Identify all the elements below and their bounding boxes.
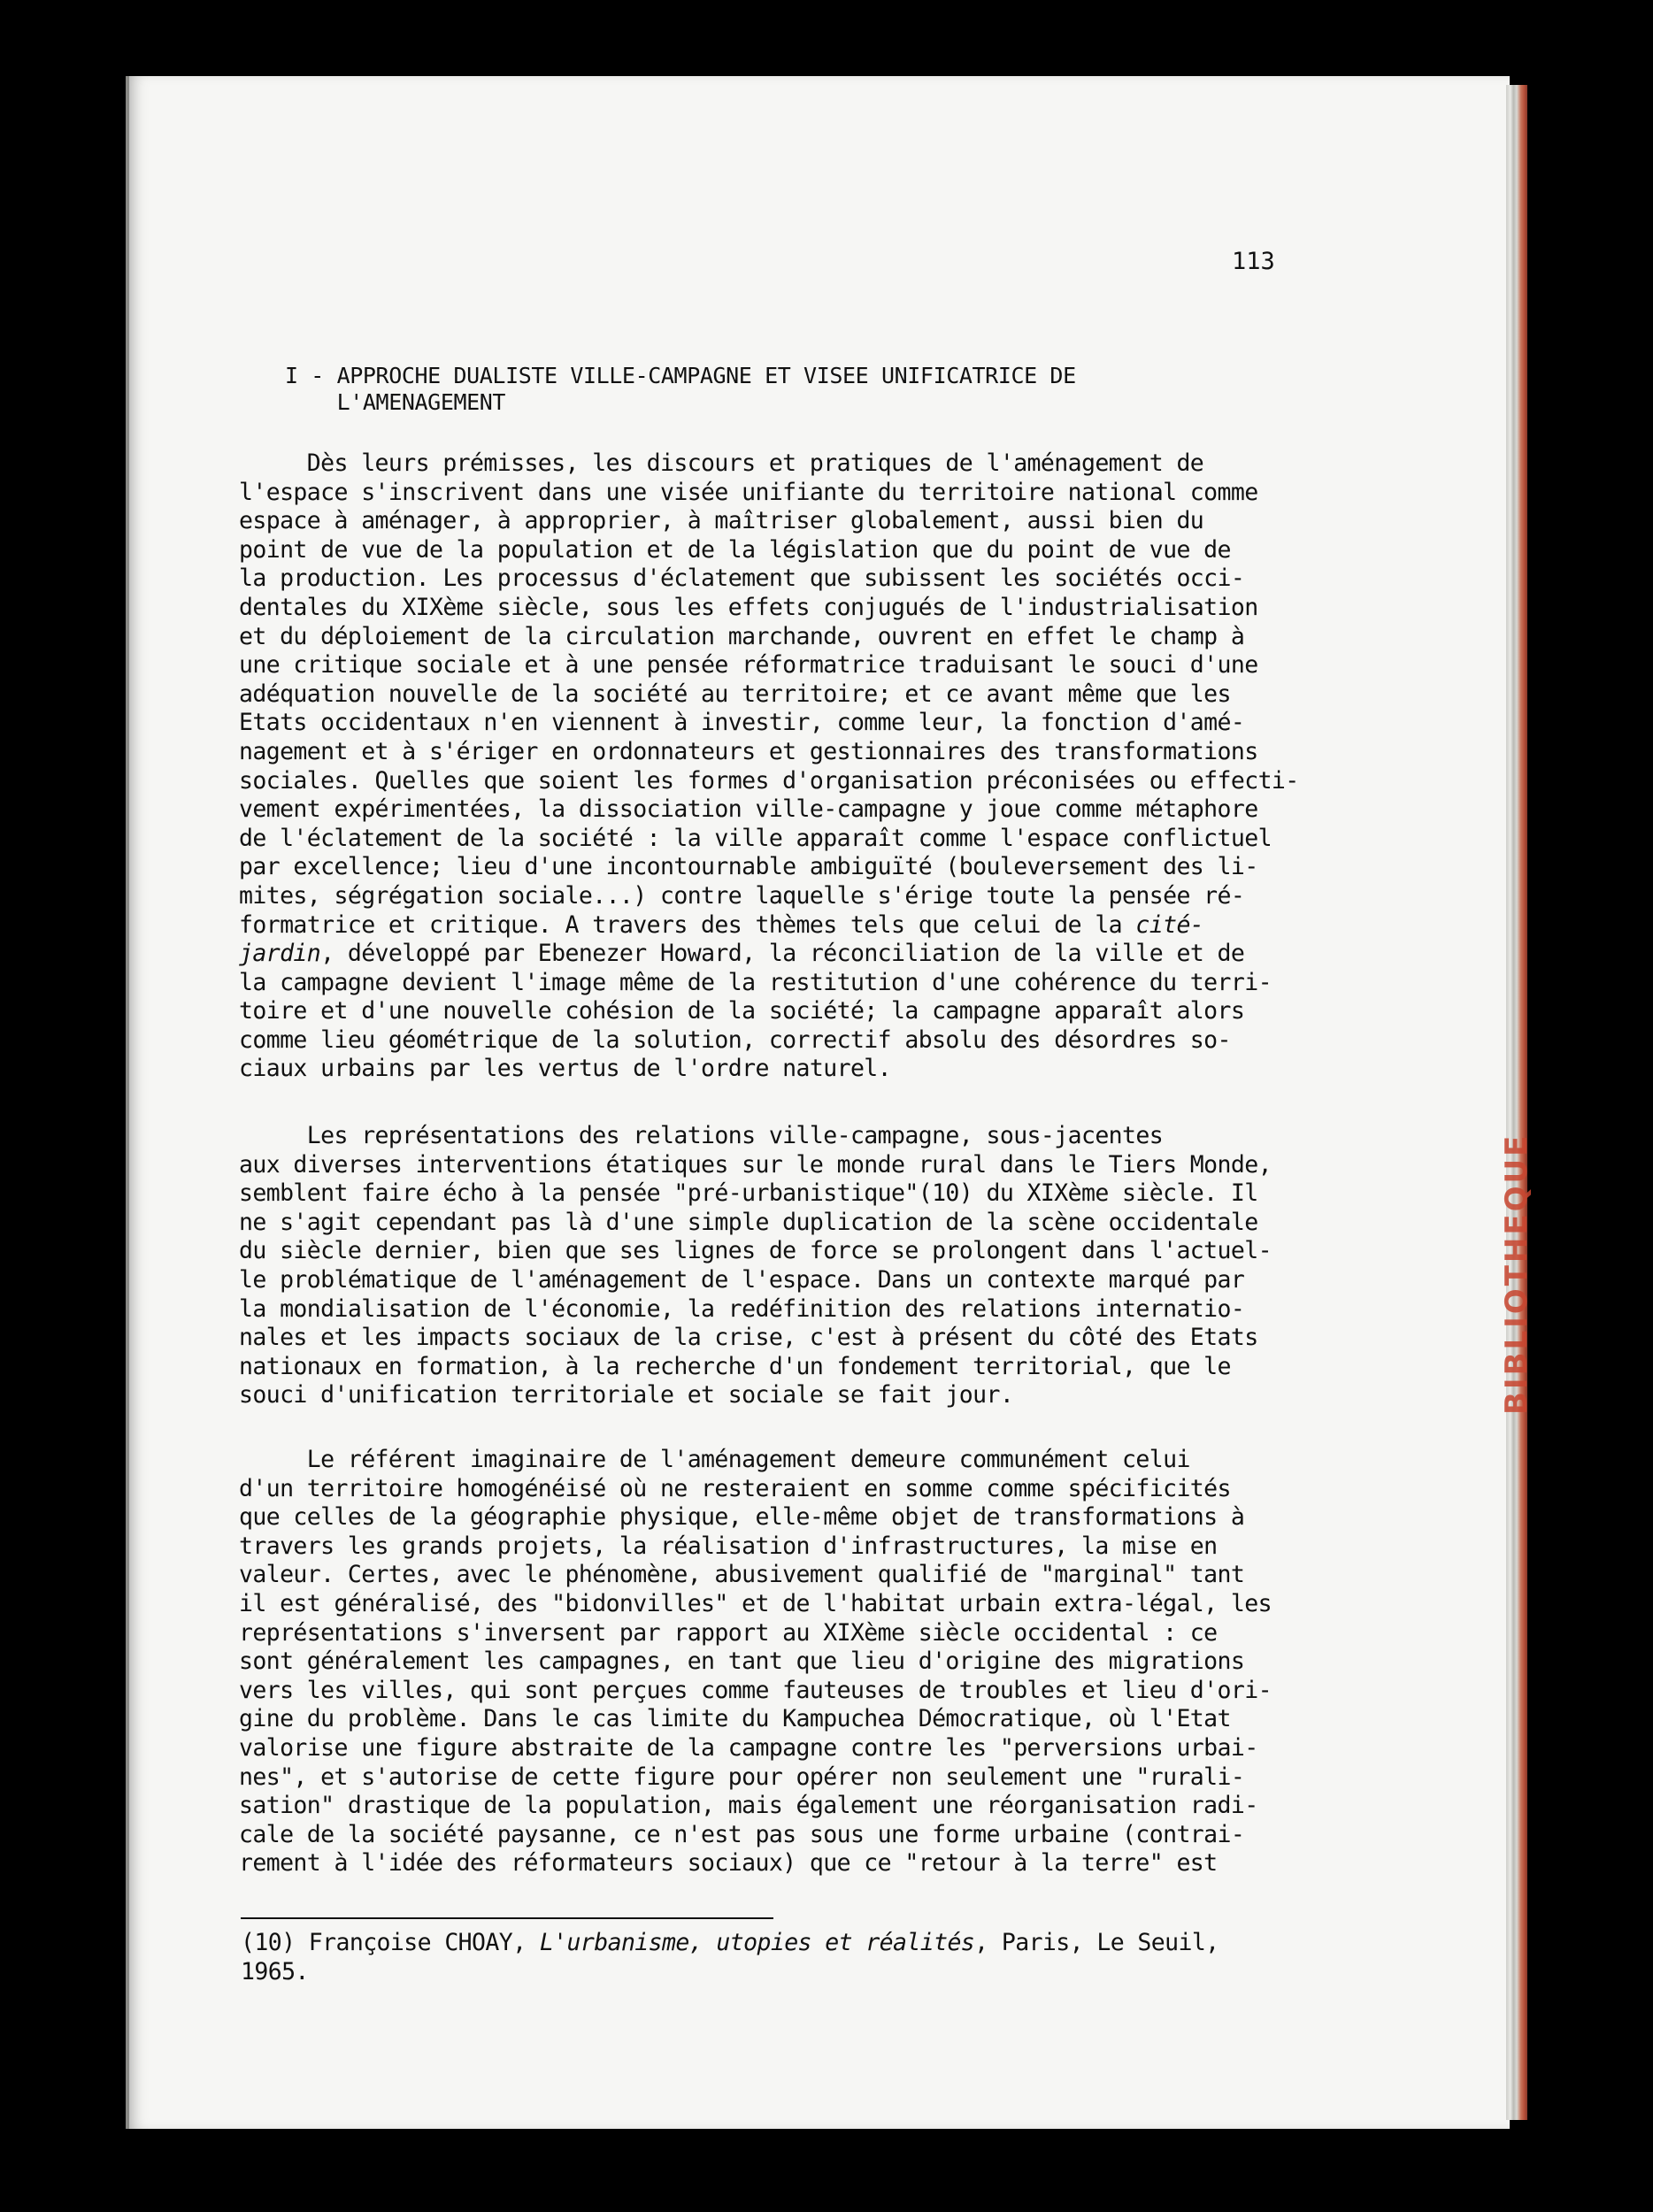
- text-line: nationaux en formation, à la recherche d'un fondement territorial, que le: [239, 1352, 1231, 1380]
- text-line: nagement et à s'ériger en ordonnateurs et gestionnaires des transformations: [239, 737, 1258, 765]
- text-line-with-italic: [239, 940, 1354, 969]
- text-line: gine du problème. Dans le cas limite du Kampuchea Démocratique, où l'Etat: [239, 1705, 1231, 1733]
- text-line: Les représentations des relations ville-campagne, sous-jacentes: [239, 1122, 1164, 1149]
- heading-line-1: I - APPROCHE DUALISTE VILLE-CAMPAGNE ET VISEE UNIFICATRICE DE: [285, 363, 1076, 388]
- text-line: toire et d'une nouvelle cohésion de la société; la campagne apparaît alors: [239, 997, 1245, 1025]
- footnote-author: Françoise CHOAY,: [295, 1929, 540, 1956]
- text-line: Dès leurs prémisses, les discours et pratiques de l'aménagement de: [239, 449, 1204, 477]
- text-segment: , développé par Ebenezer Howard, la réconciliation de la ville et de: [320, 940, 1245, 968]
- footnote-line-1: [241, 1929, 1356, 1958]
- text-line: comme lieu géométrique de la solution, correctif absolu des désordres so-: [239, 1025, 1231, 1054]
- text-line: Le référent imaginaire de l'aménagement demeure communément celui: [239, 1446, 1190, 1473]
- text-line: valeur. Certes, avec le phénomène, abusivement qualifié de "marginal" tant: [239, 1561, 1245, 1589]
- italic-term: jardin: [239, 940, 321, 968]
- text-line: du siècle dernier, bien que ses lignes de force se prolongent dans l'actuel-: [239, 1237, 1272, 1265]
- text-line: sociales. Quelles que soient les formes d'organisation préconisées ou effecti-: [239, 766, 1299, 795]
- text-line: travers les grands projets, la réalisation d'infrastructures, la mise en: [239, 1532, 1218, 1560]
- text-line: Etats occidentaux n'en viennent à investir, comme leur, la fonction d'amé-: [239, 709, 1245, 737]
- text-line: espace à aménager, à approprier, à maîtriser globalement, aussi bien du: [239, 507, 1204, 535]
- text-line: vers les villes, qui sont perçues comme fauteuses de troubles et lieu d'ori-: [239, 1676, 1272, 1704]
- text-line: souci d'unification territoriale et sociale se fait jour.: [239, 1381, 1014, 1409]
- page-number: 113: [1232, 248, 1275, 275]
- text-line: sation" drastique de la population, mais également une réorganisation radi-: [239, 1792, 1258, 1820]
- paragraph-2: [239, 1122, 1354, 1410]
- text-line: cale de la société paysanne, ce n'est pas sous une forme urbaine (contrai-: [239, 1820, 1245, 1848]
- text-line: il est généralisé, des "bidonvilles" et de l'habitat urbain extra-légal, les: [239, 1589, 1272, 1617]
- text-line-with-italic: [239, 911, 1354, 941]
- section-heading: [285, 363, 1347, 416]
- footnote-title: L'urbanisme, utopies et réalités: [539, 1929, 975, 1956]
- text-line: mites, ségrégation sociale...) contre laquelle s'érige toute la pensée ré-: [239, 881, 1245, 910]
- text-line: la mondialisation de l'économie, la redéfinition des relations internatio-: [239, 1294, 1245, 1323]
- text-line: la campagne devient l'image même de la restitution d'une cohérence du terri-: [239, 968, 1272, 996]
- text-line: nes", et s'autorise de cette figure pour opérer non seulement une "rurali-: [239, 1763, 1245, 1791]
- footnote: [241, 1929, 1356, 1986]
- text-line: rement à l'idée des réformateurs sociaux) que ce "retour à la terre" est: [239, 1849, 1218, 1878]
- text-line: par excellence; lieu d'une incontournable ambiguïté (bouleversement des li-: [239, 853, 1258, 881]
- text-segment: formatrice et critique. A travers des thèmes tels que celui de la: [239, 910, 1136, 939]
- text-line: d'un territoire homogénéisé où ne resteraient en somme comme spécificités: [239, 1474, 1231, 1502]
- heading-line-2: L'AMENAGEMENT: [285, 389, 506, 415]
- footnote-line-2: 1965.: [241, 1957, 309, 1985]
- text-line: nales et les impacts sociaux de la crise, c'est à présent du côté des Etats: [239, 1324, 1258, 1352]
- text-line: l'espace s'inscrivent dans une visée unifiante du territoire national comme: [239, 478, 1258, 506]
- text-line: de l'éclatement de la société : la ville apparaît comme l'espace conflictuel: [239, 824, 1272, 852]
- text-line: que celles de la géographie physique, elle-même objet de transformations à: [239, 1503, 1245, 1532]
- footnote-publisher: , Paris, Le Seuil,: [974, 1929, 1219, 1956]
- text-line: le problématique de l'aménagement de l'espace. Dans un contexte marqué par: [239, 1265, 1245, 1294]
- text-line: aux diverses interventions étatiques sur le monde rural dans le Tiers Monde,: [239, 1150, 1272, 1179]
- paragraph-1: [239, 449, 1354, 1084]
- library-stamp-label: BIBLIOTHEQUE: [1499, 1133, 1534, 1416]
- paragraph-3: [239, 1446, 1354, 1878]
- text-line: dentales du XIXème siècle, sous les effets conjugués de l'industrialisation: [239, 593, 1258, 621]
- footnote-divider: [241, 1917, 773, 1919]
- text-line: ciaux urbains par les vertus de l'ordre naturel.: [239, 1055, 892, 1083]
- text-line: et du déploiement de la circulation marchande, ouvrent en effet le champ à: [239, 622, 1245, 650]
- text-line: semblent faire écho à la pensée "pré-urbanistique"(10) du XIXème siècle. Il: [239, 1179, 1258, 1208]
- footnote-marker: (10): [241, 1929, 296, 1956]
- text-line: la production. Les processus d'éclatement que subissent les sociétés occi-: [239, 565, 1245, 593]
- italic-term: cité-: [1135, 910, 1204, 939]
- text-line: valorise une figure abstraite de la campagne contre les "perversions urbai-: [239, 1733, 1258, 1762]
- text-line: une critique sociale et à une pensée réformatrice traduisant le souci d'une: [239, 651, 1258, 680]
- page-edge-stack: [1506, 85, 1527, 2120]
- text-line: sont généralement les campagnes, en tant que lieu d'origine des migrations: [239, 1647, 1245, 1676]
- text-line: représentations s'inversent par rapport au XIXème siècle occidental : ce: [239, 1618, 1218, 1647]
- text-line: ne s'agit cependant pas là d'une simple duplication de la scène occidentale: [239, 1208, 1258, 1236]
- text-line: point de vue de la population et de la législation que du point de vue de: [239, 535, 1231, 564]
- text-line: adéquation nouvelle de la société au territoire; et ce avant même que les: [239, 680, 1231, 708]
- text-line: vement expérimentées, la dissociation ville-campagne y joue comme métaphore: [239, 795, 1258, 824]
